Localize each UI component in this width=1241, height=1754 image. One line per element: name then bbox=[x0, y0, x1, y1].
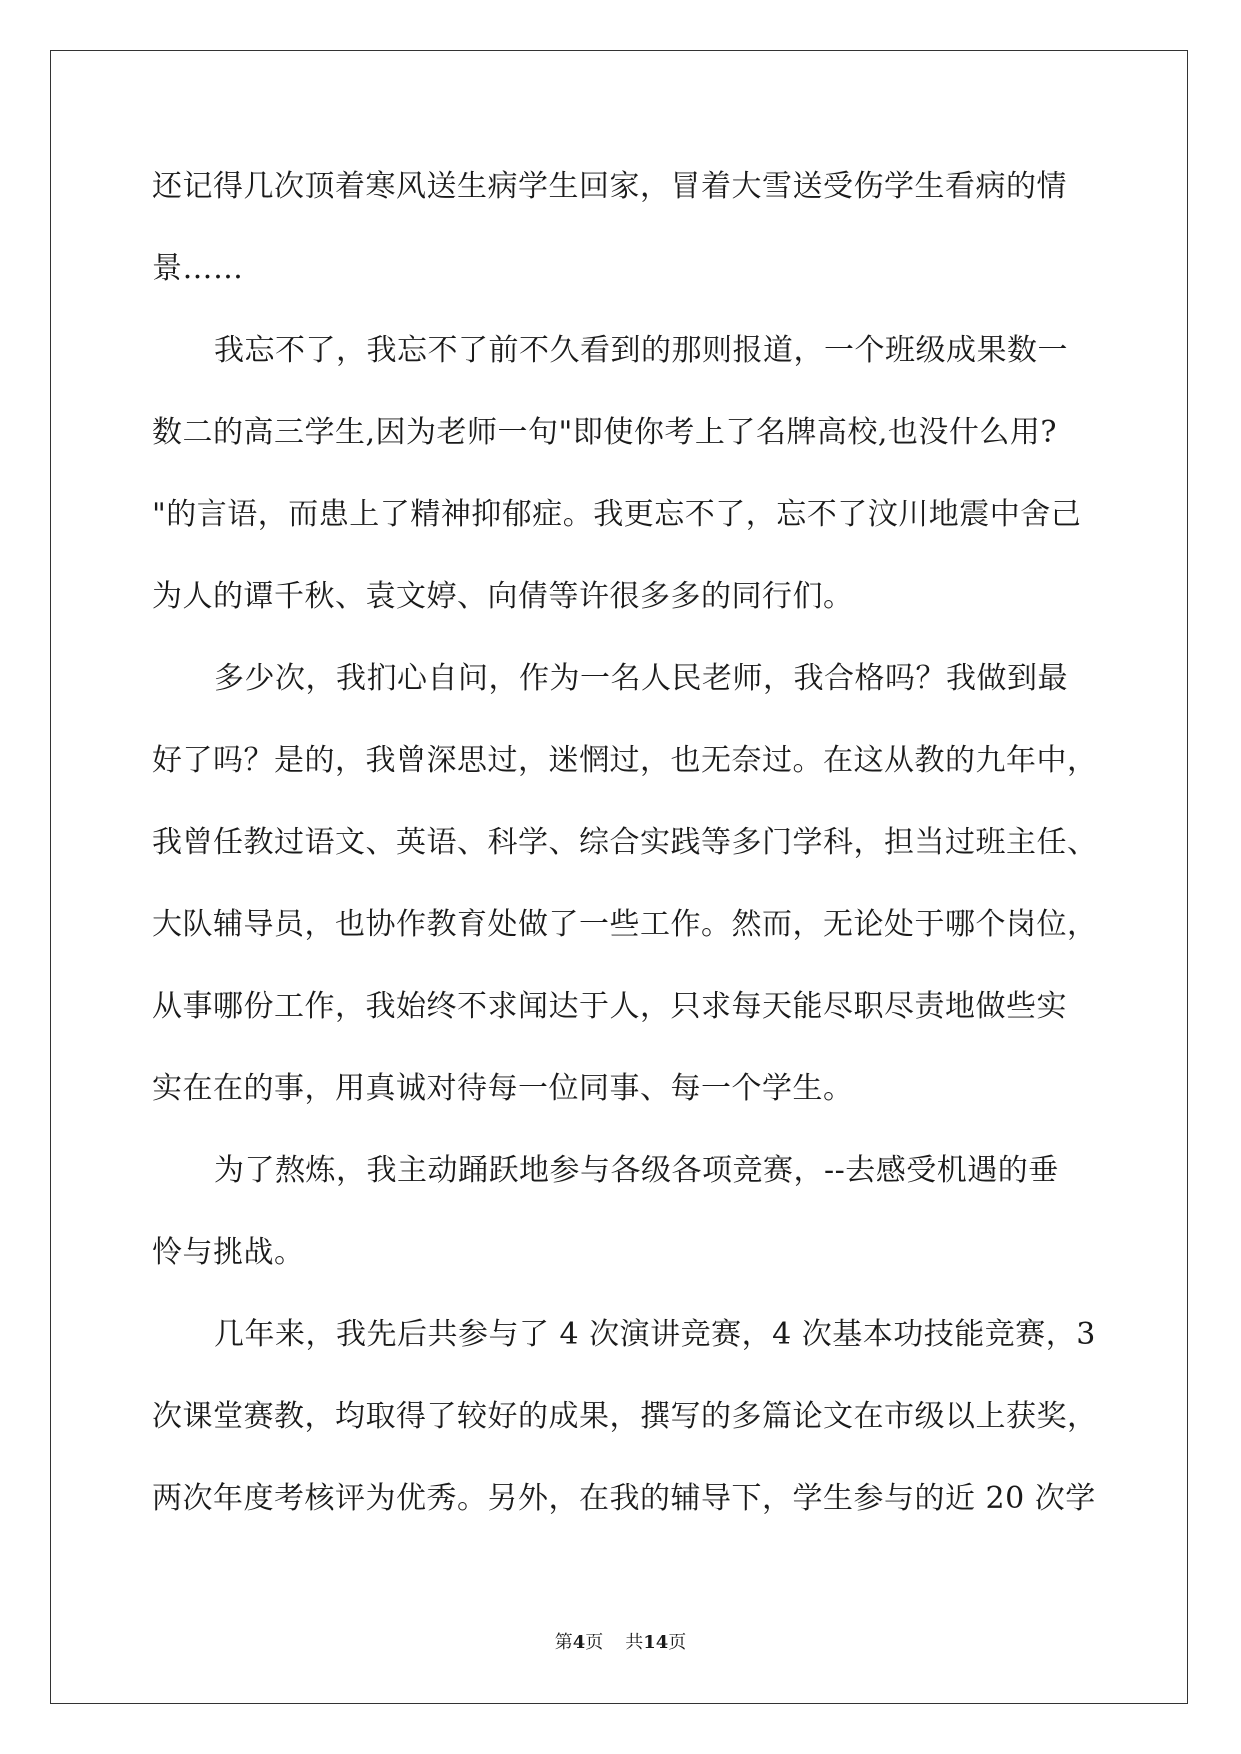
text-line: 怜与挑战。 bbox=[152, 1235, 305, 1270]
text-line: 我曾任教过语文、英语、科学、综合实践等多门学科，担当过班主任、 bbox=[152, 825, 1098, 860]
total-prefix: 共 bbox=[625, 1632, 644, 1653]
text-line: 实在在的事，用真诚对待每一位同事、每一个学生。 bbox=[152, 1071, 854, 1106]
paragraph-start-line: 多少次，我扪心自问，作为一名人民老师，我合格吗？我做到最 bbox=[214, 661, 1068, 696]
text-line: 大队辅导员，也协作教育处做了一些工作。然而，无论处于哪个岗位， bbox=[152, 907, 1098, 942]
text-line: 为人的谭千秋、袁文婷、向倩等许很多多的同行们。 bbox=[152, 579, 854, 614]
text-line: 从事哪份工作，我始终不求闻达于人，只求每天能尽职尽责地做些实 bbox=[152, 989, 1067, 1024]
text-line: 次课堂赛教，均取得了较好的成果，撰写的多篇论文在市级以上获奖， bbox=[152, 1399, 1098, 1434]
text-line: "的言语，而患上了精神抑郁症。我更忘不了，忘不了汶川地震中舍己 bbox=[152, 497, 1082, 532]
paragraph-start-line: 几年来，我先后共参与了 4 次演讲竞赛，4 次基本功技能竞赛，3 bbox=[214, 1317, 1096, 1352]
page-prefix: 第 bbox=[554, 1632, 573, 1653]
text-line: 景…… bbox=[152, 251, 244, 286]
current-page-number: 4 bbox=[572, 1632, 586, 1653]
page-suffix: 页 bbox=[585, 1632, 604, 1653]
total-page-count: 14 bbox=[643, 1632, 669, 1653]
paragraph-start-line: 为了熬炼，我主动踊跃地参与各级各项竞赛，--去感受机遇的垂 bbox=[214, 1153, 1059, 1188]
paragraph-start-line: 我忘不了，我忘不了前不久看到的那则报道，一个班级成果数一 bbox=[214, 333, 1068, 368]
text-line: 数二的高三学生,因为老师一句"即使你考上了名牌高校,也没什么用? bbox=[152, 415, 1057, 450]
text-line: 还记得几次顶着寒风送生病学生回家，冒着大雪送受伤学生看病的情 bbox=[152, 169, 1067, 204]
document-body bbox=[152, 160, 1098, 1554]
text-line: 好了吗？是的，我曾深思过，迷惘过，也无奈过。在这从教的九年中， bbox=[152, 743, 1098, 778]
page-number-footer bbox=[0, 1628, 1241, 1654]
total-suffix: 页 bbox=[668, 1632, 687, 1653]
text-line: 两次年度考核评为优秀。另外，在我的辅导下，学生参与的近 20 次学 bbox=[152, 1481, 1096, 1516]
